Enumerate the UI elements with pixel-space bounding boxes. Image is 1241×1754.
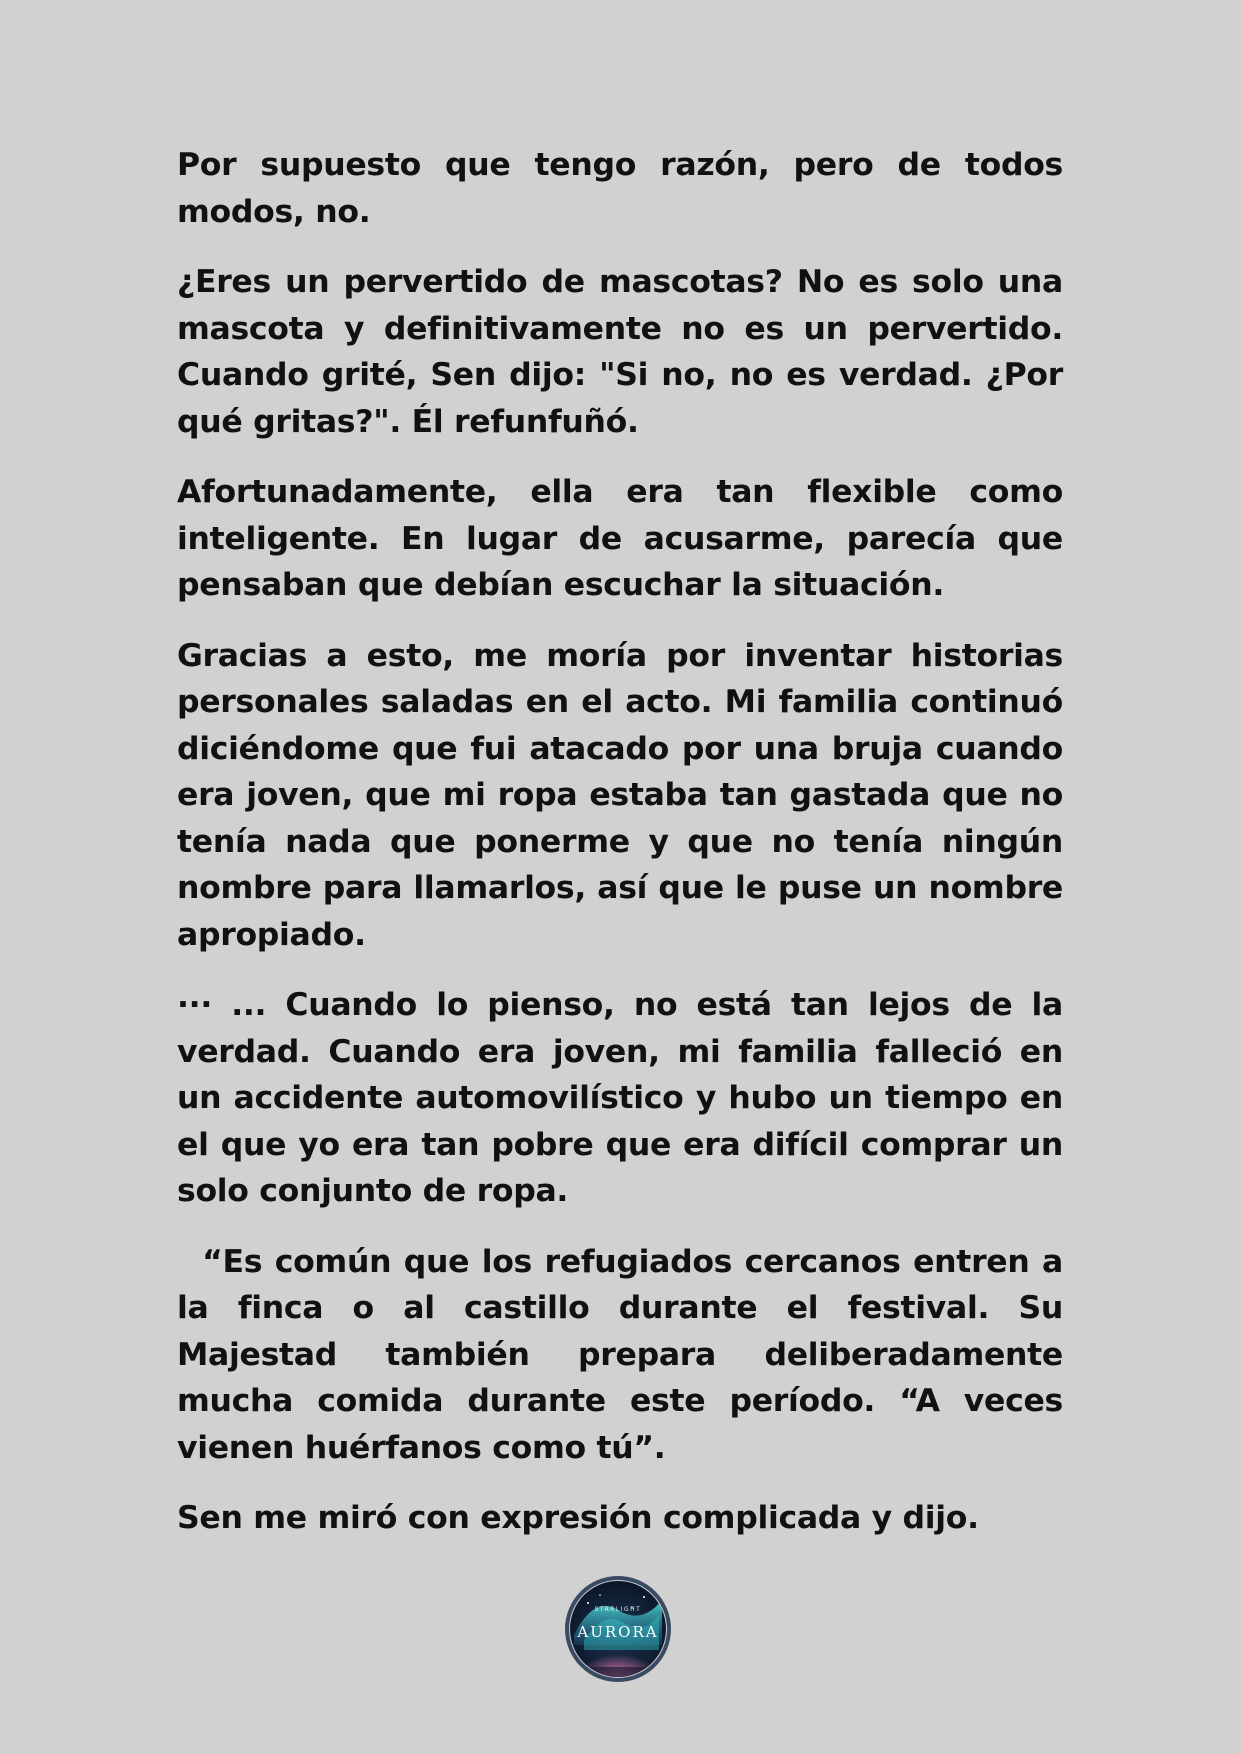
paragraph-1: Por supuesto que tengo razón, pero de todos modos, no. <box>177 147 1063 230</box>
paragraph-4: Gracias a esto, me moría por inventar historias personales saladas en el acto. Mi familia continuó diciéndome que fui atacado por una bruja cuando era joven, que mi ropa estaba tan gastada que no tenía nada que ponerme y que no tenía ningún nombre para llamarlos, así que le puse un nombre apropiado. <box>177 637 1063 953</box>
logo-top-text: STARLIGHT <box>594 1606 642 1613</box>
paragraph-2: ¿Eres un pervertido de mascotas? No es solo una mascota y definitivamente no es un pervertido. Cuando grité, Sen dijo: "Si no, no es verdad. ¿Por qué gritas?". Él refunfuñó. <box>177 264 1063 440</box>
logo-main-text: AURORA <box>577 1623 659 1641</box>
aurora-logo <box>564 1575 672 1683</box>
paragraph-6: “Es común que los refugiados cercanos entren a la finca o al castillo durante el festival. Su Majestad también prepara deliberadamente mucha comida durante este período. “A veces vienen huérfanos como tú”. <box>177 1243 1074 1466</box>
paragraph-7: Sen me miró con expresión complicada y dijo. <box>177 1500 979 1536</box>
paragraph-5: ··· ... Cuando lo pienso, no está tan lejos de la verdad. Cuando era joven, mi familia falleció en un accidente automovilístico y hubo un tiempo en el que yo era tan pobre que era difícil comprar un solo conjunto de ropa. <box>177 987 1063 1209</box>
document-body <box>177 142 1074 1566</box>
aurora-logo-icon <box>564 1575 672 1683</box>
paragraph-3: Afortunadamente, ella era tan flexible como inteligente. En lugar de acusarme, parecía que pensaban que debían escuchar la situación. <box>177 474 1063 603</box>
